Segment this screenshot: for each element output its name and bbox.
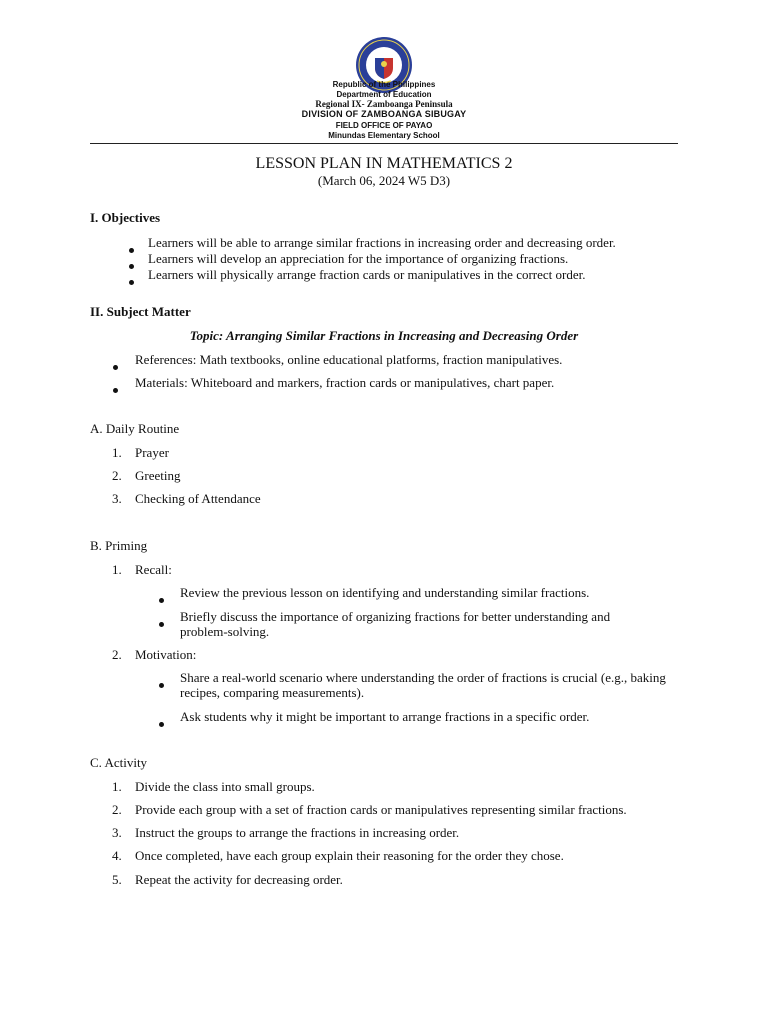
list-number: 3. <box>112 491 122 506</box>
list-number: 3. <box>112 825 122 840</box>
bullet-icon <box>159 591 164 606</box>
routine-item: Prayer <box>135 445 169 460</box>
list-number: 4. <box>112 848 122 863</box>
materials-item: Materials: Whiteboard and markers, fraction cards or manipulatives, chart paper. <box>135 375 555 390</box>
list-number: 1. <box>112 562 122 577</box>
bullet-icon <box>159 715 164 730</box>
bullet-icon <box>159 676 164 691</box>
activity-item: Divide the class into small groups. <box>135 779 315 794</box>
recall-label: Recall: <box>135 562 172 577</box>
subject-matter-heading: II. Subject Matter <box>90 304 191 319</box>
objective-item: Learners will physically arrange fraction cards or manipulatives in the correct order. <box>148 267 586 282</box>
objective-item: Learners will develop an appreciation for the importance of organizing fractions. <box>148 251 569 266</box>
daily-routine-heading: A. Daily Routine <box>90 421 180 436</box>
priming-heading: B. Priming <box>90 538 148 553</box>
page-subtitle: (March 06, 2024 W5 D3) <box>317 173 451 188</box>
bullet-icon <box>113 358 118 373</box>
bullet-icon <box>129 257 134 272</box>
objectives-heading: I. Objectives <box>90 210 161 225</box>
header-school: Minundas Elementary School <box>328 131 440 140</box>
motivation-label: Motivation: <box>135 647 197 662</box>
activity-item: Instruct the groups to arrange the fractions in increasing order. <box>135 825 460 840</box>
routine-item: Checking of Attendance <box>135 491 261 506</box>
objective-item: Learners will be able to arrange similar fractions in increasing order and decreasing order. <box>148 235 616 250</box>
page-title: LESSON PLAN IN MATHEMATICS 2 <box>255 155 513 172</box>
activity-item: Once completed, have each group explain their reasoning for the order they chose. <box>135 848 564 863</box>
bullet-icon <box>113 381 118 396</box>
recall-item: Review the previous lesson on identifying and understanding similar fractions. <box>180 585 590 600</box>
list-number: 1. <box>112 445 122 460</box>
list-number: 5. <box>112 872 122 887</box>
activity-heading: C. Activity <box>90 755 148 770</box>
topic-line: Topic: Arranging Similar Fractions in Increasing and Decreasing Order <box>189 328 579 343</box>
header-region: Regional IX- Zamboanga Peninsula <box>315 99 453 109</box>
header-divider <box>90 143 678 144</box>
recall-item: Briefly discuss the importance of organizing fractions for better understanding and problem-solving. <box>180 609 611 639</box>
bullet-icon <box>159 615 164 630</box>
list-number: 2. <box>112 468 122 483</box>
list-number: 1. <box>112 779 122 794</box>
bullet-icon <box>129 273 134 288</box>
bullet-icon <box>129 241 134 256</box>
motivation-item: Ask students why it might be important to arrange fractions in a specific order. <box>180 709 590 724</box>
list-number: 2. <box>112 802 122 817</box>
header-division: DIVISION OF ZAMBOANGA SIBUGAY <box>301 109 467 119</box>
motivation-item: Share a real-world scenario where understanding the order of fractions is crucial (e.g., baking recipes, comparing measurements). <box>180 670 666 700</box>
activity-item: Repeat the activity for decreasing order. <box>135 872 343 887</box>
header-department: Department of Education <box>336 90 432 99</box>
activity-item: Provide each group with a set of fraction cards or manipulatives representing similar fractions. <box>135 802 627 817</box>
header-republic: Republic of the Philippines <box>332 80 436 89</box>
list-number: 2. <box>112 647 122 662</box>
references-item: References: Math textbooks, online educational platforms, fraction manipulatives. <box>135 352 563 367</box>
header-field-office: FIELD OFFICE OF PAYAO <box>335 121 433 130</box>
routine-item: Greeting <box>135 468 181 483</box>
